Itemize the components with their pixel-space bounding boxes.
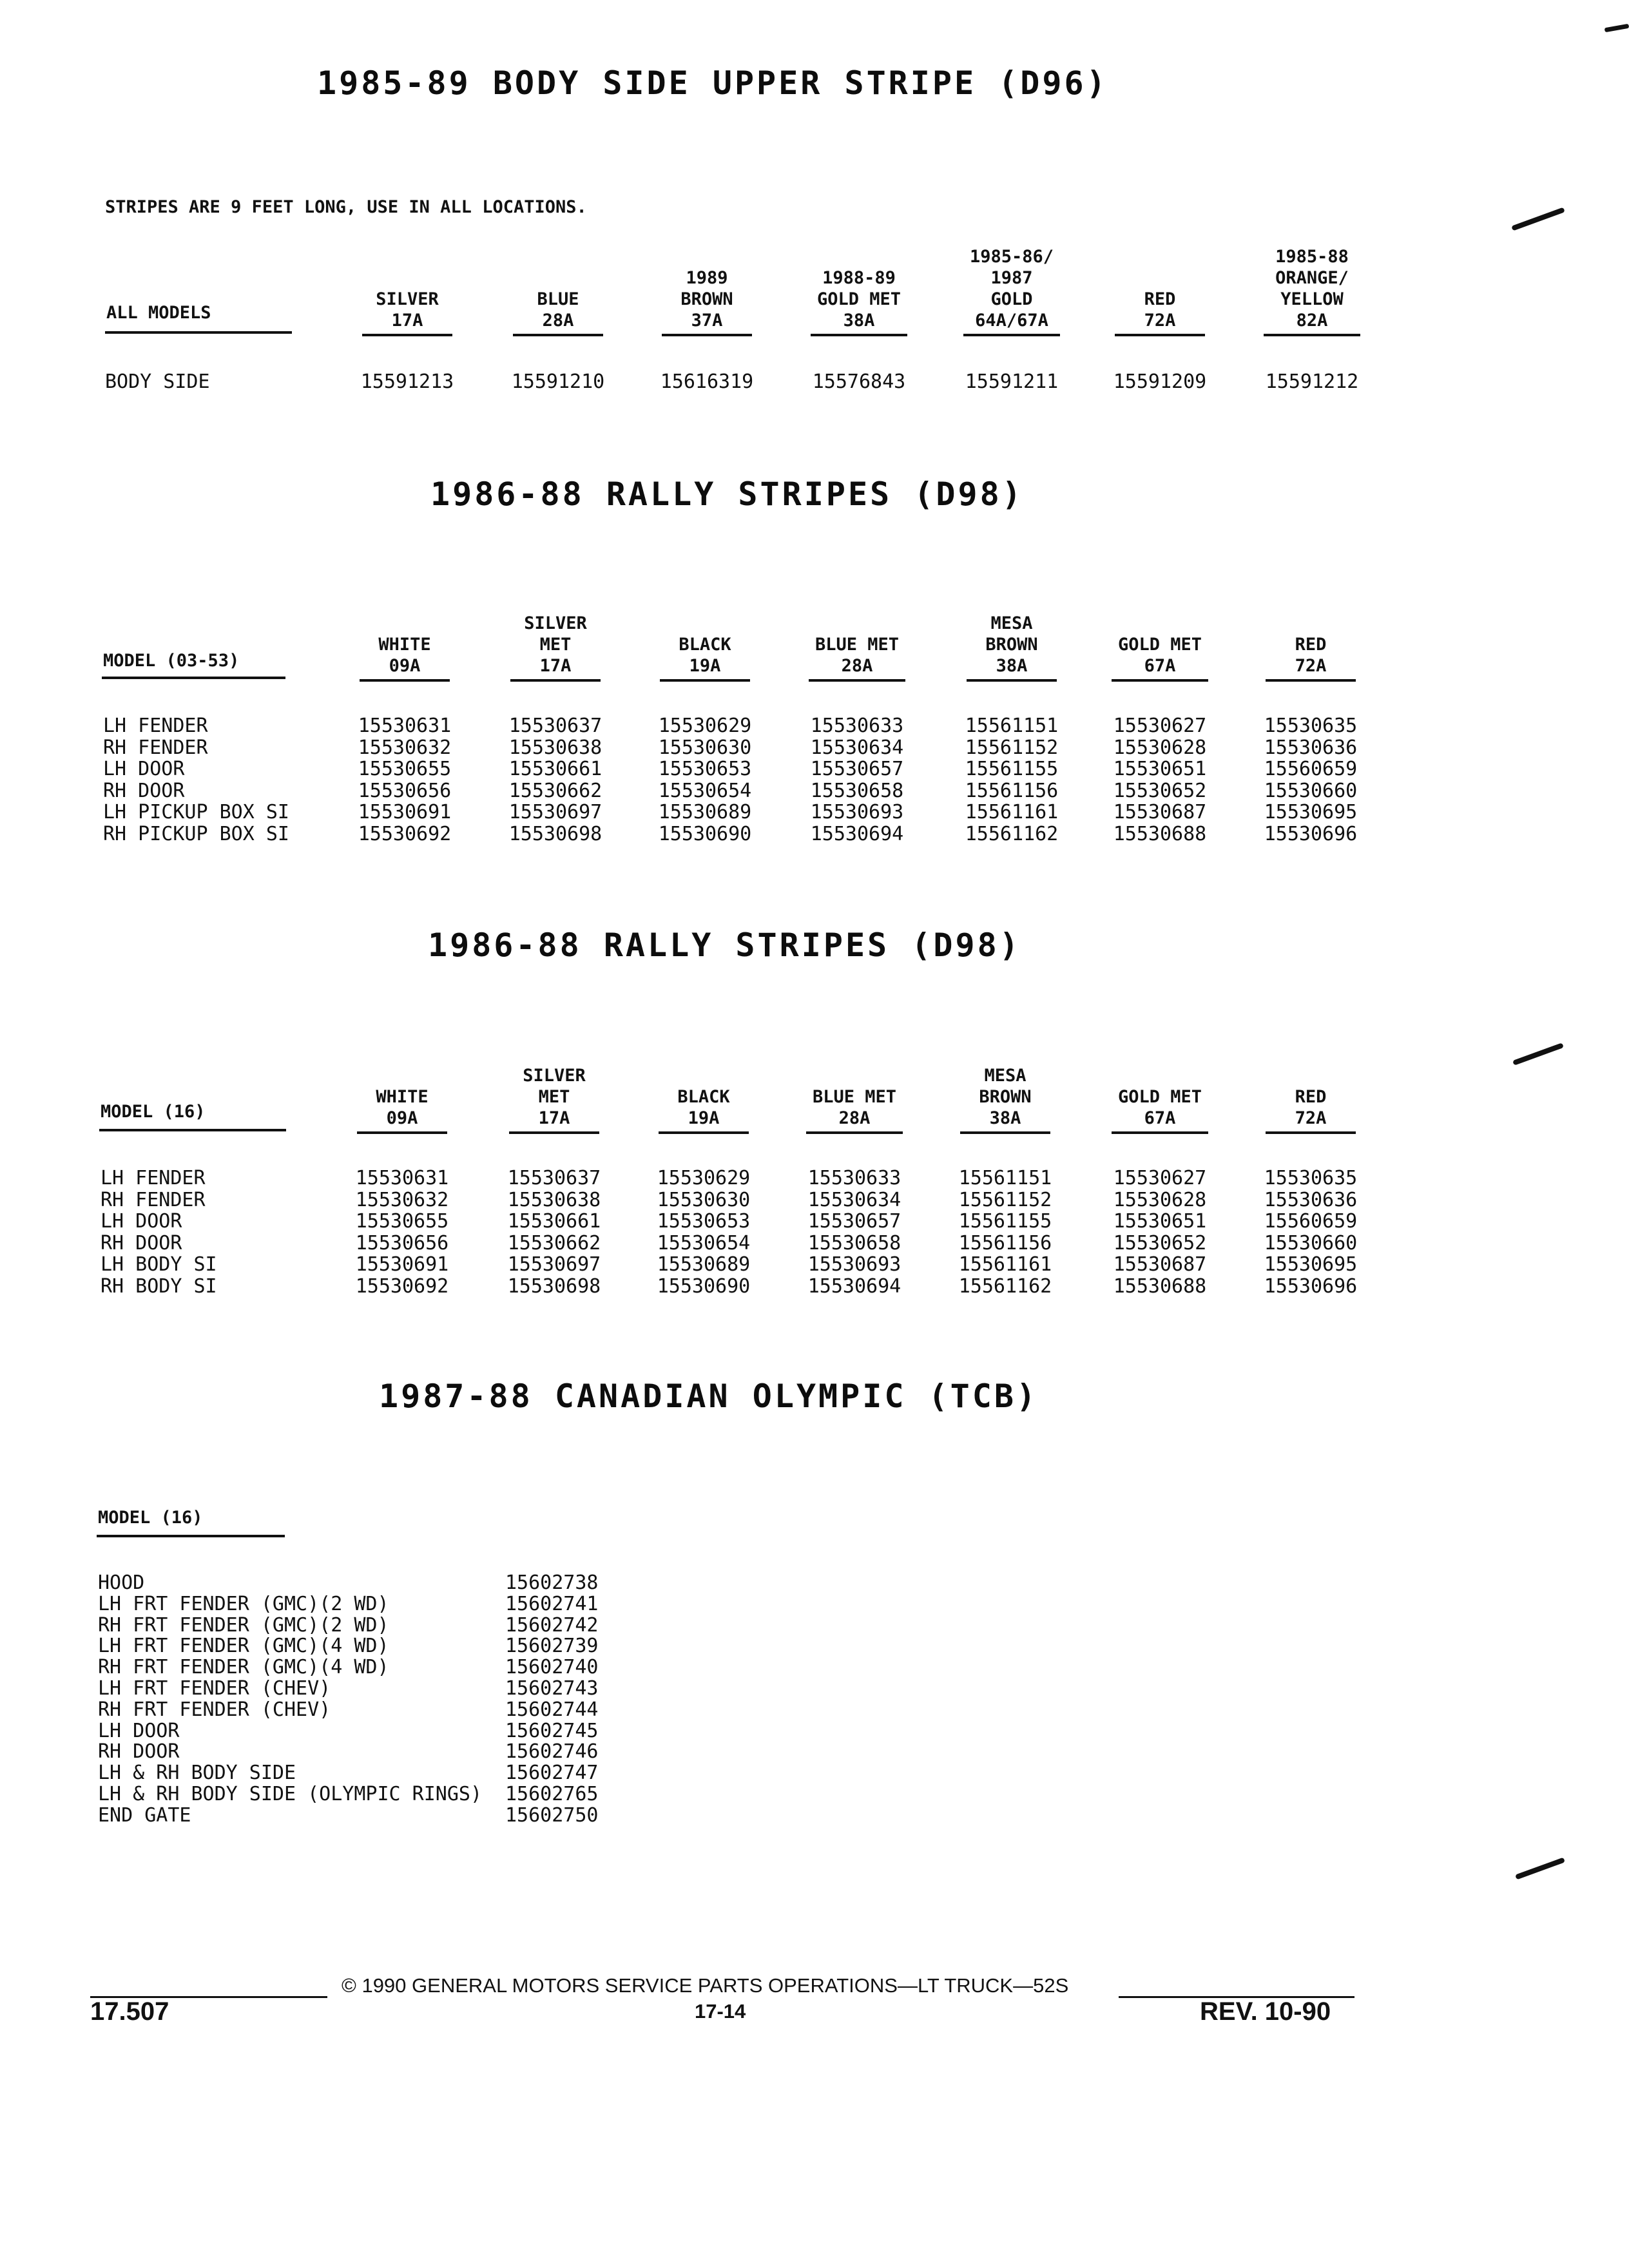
column-header (806, 1086, 903, 1134)
column-header-line: BROWN (680, 289, 733, 309)
upper-stripe-row-header-rule (105, 331, 292, 334)
column-header (659, 1086, 749, 1134)
row-label: LH FRT FENDER (GMC)(2 WD) (98, 1592, 389, 1615)
part-number-cell: 15530695 (1264, 1253, 1358, 1276)
column-header-line: 17A (391, 311, 423, 331)
part-number-cell: 15530631 (355, 1167, 449, 1189)
part-number-cell: 15530655 (355, 1210, 449, 1233)
olympic-row-header: MODEL (16) (98, 1508, 203, 1528)
column-header (960, 1065, 1050, 1134)
column-header-underline (1112, 679, 1208, 682)
column-header (513, 289, 603, 336)
footer-revision: REV. 10-90 (1200, 1997, 1331, 2026)
column-header-line: 09A (386, 1108, 418, 1128)
rally-16-row-header: MODEL (16) (101, 1102, 206, 1122)
column-header-line: WHITE (376, 1087, 429, 1107)
column-header (809, 634, 905, 682)
row-label: BODY SIDE (105, 370, 210, 393)
part-number-cell: 15561161 (958, 1253, 1052, 1276)
part-number-cell: 15530688 (1113, 823, 1207, 845)
part-number-cell: 15602741 (505, 1592, 599, 1615)
part-number-cell: 15530657 (810, 758, 904, 781)
scan-mark (1515, 1858, 1565, 1880)
column-header-line: 1989 (686, 268, 728, 288)
part-number-cell: 15530696 (1264, 823, 1358, 845)
part-number-cell: 15561155 (965, 758, 1059, 781)
row-label: LH & RH BODY SIDE (98, 1762, 296, 1785)
column-header-line: SILVER (524, 613, 587, 633)
part-number-cell: 15530690 (657, 1275, 751, 1298)
column-header-line: 72A (1144, 311, 1176, 331)
column-header-line: 19A (689, 656, 721, 676)
row-label: RH FRT FENDER (GMC)(4 WD) (98, 1656, 389, 1679)
part-number-cell: 15602740 (505, 1656, 599, 1679)
column-header-line: BLUE MET (812, 1087, 897, 1107)
column-header-line: MESA (990, 613, 1033, 633)
column-header-underline (1115, 334, 1205, 336)
row-label: LH FRT FENDER (GMC)(4 WD) (98, 1635, 389, 1658)
column-header-line: 1988-89 (822, 268, 896, 288)
part-number-cell: 15530636 (1264, 1188, 1358, 1211)
part-number-cell: 15530653 (657, 1210, 751, 1233)
column-header-line: BLACK (677, 1087, 730, 1107)
column-header (1266, 1086, 1356, 1134)
olympic-row-header-rule (97, 1535, 285, 1537)
part-number-cell: 15530687 (1113, 1253, 1207, 1276)
part-number-cell: 15530656 (358, 779, 452, 802)
column-header-line: 09A (389, 656, 421, 676)
part-number-cell: 15530697 (508, 801, 602, 824)
column-header-line: ORANGE/ (1275, 268, 1349, 288)
column-header-underline (510, 679, 601, 682)
column-header-underline (662, 334, 752, 336)
column-header (1264, 246, 1360, 336)
rally-03-53-row-header: MODEL (03-53) (103, 651, 240, 671)
part-number-cell: 15530633 (807, 1167, 901, 1189)
part-number-cell: 15530654 (657, 1231, 751, 1254)
column-header-line: SILVER (523, 1066, 586, 1086)
column-header-underline (963, 334, 1060, 336)
part-number-cell: 15530687 (1113, 801, 1207, 824)
part-number-cell: 15530651 (1113, 1210, 1207, 1233)
column-header-line: 38A (996, 656, 1028, 676)
part-number-cell: 15530652 (1113, 779, 1207, 802)
column-header-line: GOLD MET (1117, 1087, 1202, 1107)
part-number-cell: 15530694 (810, 823, 904, 845)
column-header-underline (1112, 1131, 1208, 1134)
column-header (1266, 634, 1356, 682)
column-header-line: 38A (843, 311, 875, 331)
section-title-rally-16: 1986-88 RALLY STRIPES (D98) (428, 927, 1021, 964)
part-number-cell: 15602739 (505, 1635, 599, 1658)
section-title-rally-03-53: 1986-88 RALLY STRIPES (D98) (430, 476, 1024, 513)
column-header-underline (1266, 1131, 1356, 1134)
part-number-cell: 15530693 (807, 1253, 901, 1276)
column-header (963, 246, 1060, 336)
column-header-line: 1985-88 (1275, 247, 1349, 267)
column-header-line: 64A/67A (975, 311, 1048, 331)
row-label: RH FENDER (103, 736, 208, 759)
part-number-cell: 15530696 (1264, 1275, 1358, 1298)
column-header-line: BROWN (985, 635, 1038, 655)
part-number-cell: 15602738 (505, 1571, 599, 1594)
upper-stripe-row-header: ALL MODELS (106, 303, 211, 323)
part-number-cell: 15576843 (812, 370, 906, 393)
part-number-cell: 15530630 (657, 1188, 751, 1211)
part-number-cell: 15591209 (1113, 370, 1207, 393)
part-number-cell: 15530690 (658, 823, 752, 845)
part-number-cell: 15530635 (1264, 715, 1358, 737)
part-number-cell: 15602746 (505, 1740, 599, 1763)
part-number-cell: 15530691 (355, 1253, 449, 1276)
part-number-cell: 15602765 (505, 1783, 599, 1805)
column-header-line: BLUE (537, 289, 579, 309)
row-label: LH FENDER (101, 1167, 206, 1189)
part-number-cell: 15591211 (965, 370, 1059, 393)
column-header (1112, 1086, 1208, 1134)
part-number-cell: 15561151 (958, 1167, 1052, 1189)
column-header-underline (360, 679, 450, 682)
part-number-cell: 15602742 (505, 1613, 599, 1637)
column-header-line: 28A (542, 311, 574, 331)
column-header-line: GOLD MET (816, 289, 901, 309)
column-header (510, 613, 601, 682)
part-number-cell: 15530657 (807, 1210, 901, 1233)
part-number-cell: 15561161 (965, 801, 1059, 824)
part-number-cell: 15561162 (965, 823, 1059, 845)
column-header-underline (809, 679, 905, 682)
part-number-cell: 15530656 (355, 1231, 449, 1254)
column-header-line: 72A (1295, 656, 1327, 676)
column-header-line: WHITE (378, 635, 431, 655)
part-number-cell: 15602745 (505, 1719, 599, 1742)
section-title-upper-stripe: 1985-89 BODY SIDE UPPER STRIPE (D96) (317, 64, 1108, 102)
part-number-cell: 15530627 (1113, 715, 1207, 737)
row-label: RH DOOR (101, 1231, 182, 1254)
column-header-line: RED (1295, 635, 1327, 655)
part-number-cell: 15561155 (958, 1210, 1052, 1233)
part-number-cell: 15530692 (355, 1275, 449, 1298)
column-header (509, 1065, 599, 1134)
part-number-cell: 15561156 (958, 1231, 1052, 1254)
column-header-line: GOLD MET (1117, 635, 1202, 655)
column-header-line: BLACK (679, 635, 731, 655)
column-header (1115, 289, 1205, 336)
column-header-line: 67A (1144, 1108, 1176, 1128)
part-number-cell: 15602747 (505, 1762, 599, 1785)
column-header-underline (967, 679, 1057, 682)
part-number-cell: 15530688 (1113, 1275, 1207, 1298)
part-number-cell: 15561156 (965, 779, 1059, 802)
part-number-cell: 15560659 (1264, 758, 1358, 781)
column-header-line: 1987 (990, 268, 1033, 288)
column-header-underline (357, 1131, 447, 1134)
column-header (362, 289, 452, 336)
part-number-cell: 15591212 (1265, 370, 1359, 393)
part-number-cell: 15561152 (958, 1188, 1052, 1211)
part-number-cell: 15591213 (360, 370, 454, 393)
column-header-line: MET (539, 635, 572, 655)
row-label: LH FENDER (103, 715, 208, 737)
column-header-line: 1985-86/ (969, 247, 1054, 267)
part-number-cell: 15530689 (657, 1253, 751, 1276)
part-number-cell: 15602744 (505, 1698, 599, 1721)
part-number-cell: 15530655 (358, 758, 452, 781)
column-header-line: RED (1295, 1087, 1327, 1107)
row-label: RH FRT FENDER (GMC)(2 WD) (98, 1613, 389, 1637)
column-header-underline (1266, 679, 1356, 682)
footer-page-number: 17-14 (695, 2000, 746, 2023)
column-header-line: 67A (1144, 656, 1176, 676)
column-header-line: BLUE MET (815, 635, 900, 655)
part-number-cell: 15530628 (1113, 1188, 1207, 1211)
column-header-underline (362, 334, 452, 336)
part-number-cell: 15530635 (1264, 1167, 1358, 1189)
part-number-cell: 15560659 (1264, 1210, 1358, 1233)
row-label: LH DOOR (103, 758, 185, 781)
row-label: RH FRT FENDER (CHEV) (98, 1698, 331, 1721)
column-header (662, 267, 752, 336)
column-header-underline (513, 334, 603, 336)
rally-03-53-row-header-rule (102, 677, 285, 679)
column-header-underline (960, 1131, 1050, 1134)
part-number-cell: 15561152 (965, 736, 1059, 759)
part-number-cell: 15530627 (1113, 1167, 1207, 1189)
part-number-cell: 15530660 (1264, 1231, 1358, 1254)
column-header-line: 17A (538, 1108, 570, 1128)
column-header-underline (811, 334, 907, 336)
scan-mark (1511, 207, 1565, 231)
row-label: RH PICKUP BOX SI (103, 823, 289, 845)
column-header-line: SILVER (376, 289, 439, 309)
part-number-cell: 15561162 (958, 1275, 1052, 1298)
part-number-cell: 15530631 (358, 715, 452, 737)
column-header-line: MESA (984, 1066, 1027, 1086)
part-number-cell: 15561151 (965, 715, 1059, 737)
part-number-cell: 15530698 (507, 1275, 601, 1298)
part-number-cell: 15530691 (358, 801, 452, 824)
part-number-cell: 15530697 (507, 1253, 601, 1276)
part-number-cell: 15530651 (1113, 758, 1207, 781)
column-header-line: YELLOW (1280, 289, 1344, 309)
column-header (357, 1086, 447, 1134)
part-number-cell: 15591210 (511, 370, 605, 393)
part-number-cell: 15530634 (810, 736, 904, 759)
part-number-cell: 15530661 (507, 1210, 601, 1233)
upper-stripe-note: STRIPES ARE 9 FEET LONG, USE IN ALL LOCATIONS. (105, 197, 587, 217)
part-number-cell: 15530637 (507, 1167, 601, 1189)
column-header-line: 37A (691, 311, 723, 331)
part-number-cell: 15530658 (807, 1231, 901, 1254)
row-label: RH DOOR (98, 1740, 180, 1763)
column-header-underline (1264, 334, 1360, 336)
column-header-line: 28A (841, 656, 873, 676)
part-number-cell: 15602750 (505, 1803, 599, 1827)
part-number-cell: 15530698 (508, 823, 602, 845)
part-number-cell: 15530628 (1113, 736, 1207, 759)
row-label: LH BODY SI (101, 1253, 217, 1276)
row-label: LH FRT FENDER (CHEV) (98, 1677, 331, 1700)
part-number-cell: 15530654 (658, 779, 752, 802)
part-number-cell: 15530692 (358, 823, 452, 845)
row-label: RH BODY SI (101, 1275, 217, 1298)
column-header-line: 82A (1296, 311, 1328, 331)
part-number-cell: 15530662 (507, 1231, 601, 1254)
column-header-line: 38A (989, 1108, 1021, 1128)
footer-copyright: © 1990 GENERAL MOTORS SERVICE PARTS OPERATIONS—LT TRUCK—52S (342, 1974, 1069, 1997)
rally-16-row-header-rule (99, 1129, 286, 1131)
column-header-line: RED (1144, 289, 1176, 309)
row-label: END GATE (98, 1803, 191, 1827)
scan-mark (1512, 1043, 1564, 1066)
part-number-cell: 15616319 (660, 370, 754, 393)
column-header-line: GOLD (990, 289, 1033, 309)
column-header (360, 634, 450, 682)
part-number-cell: 15530661 (508, 758, 602, 781)
part-number-cell: 15602743 (505, 1677, 599, 1700)
column-header (660, 634, 750, 682)
part-number-cell: 15530632 (358, 736, 452, 759)
part-number-cell: 15530693 (810, 801, 904, 824)
part-number-cell: 15530636 (1264, 736, 1358, 759)
column-header-line: MET (538, 1087, 570, 1107)
part-number-cell: 15530633 (810, 715, 904, 737)
row-label: HOOD (98, 1571, 145, 1594)
column-header-underline (806, 1131, 903, 1134)
column-header (811, 267, 907, 336)
column-header (967, 613, 1057, 682)
column-header (1112, 634, 1208, 682)
column-header-line: 19A (688, 1108, 720, 1128)
part-number-cell: 15530634 (807, 1188, 901, 1211)
column-header-line: 17A (539, 656, 572, 676)
part-number-cell: 15530630 (658, 736, 752, 759)
part-number-cell: 15530637 (508, 715, 602, 737)
column-header-underline (659, 1131, 749, 1134)
part-number-cell: 15530629 (657, 1167, 751, 1189)
row-label: LH & RH BODY SIDE (OLYMPIC RINGS) (98, 1783, 483, 1805)
column-header-underline (509, 1131, 599, 1134)
part-number-cell: 15530638 (507, 1188, 601, 1211)
part-number-cell: 15530653 (658, 758, 752, 781)
column-header-underline (660, 679, 750, 682)
row-label: LH DOOR (98, 1719, 180, 1742)
column-header-line: 72A (1295, 1108, 1327, 1128)
part-number-cell: 15530632 (355, 1188, 449, 1211)
row-label: LH PICKUP BOX SI (103, 801, 289, 824)
column-header-line: 28A (838, 1108, 871, 1128)
part-number-cell: 15530662 (508, 779, 602, 802)
column-header-line: BROWN (979, 1087, 1032, 1107)
part-number-cell: 15530652 (1113, 1231, 1207, 1254)
part-number-cell: 15530695 (1264, 801, 1358, 824)
section-title-olympic: 1987-88 CANADIAN OLYMPIC (TCB) (379, 1378, 1039, 1415)
row-label: RH FENDER (101, 1188, 206, 1211)
part-number-cell: 15530660 (1264, 779, 1358, 802)
part-number-cell: 15530638 (508, 736, 602, 759)
part-number-cell: 15530689 (658, 801, 752, 824)
part-number-cell: 15530694 (807, 1275, 901, 1298)
part-number-cell: 15530658 (810, 779, 904, 802)
scan-mark (1605, 24, 1629, 32)
row-label: RH DOOR (103, 779, 185, 802)
part-number-cell: 15530629 (658, 715, 752, 737)
footer-section-number: 17.507 (90, 1997, 169, 2026)
row-label: LH DOOR (101, 1210, 182, 1233)
